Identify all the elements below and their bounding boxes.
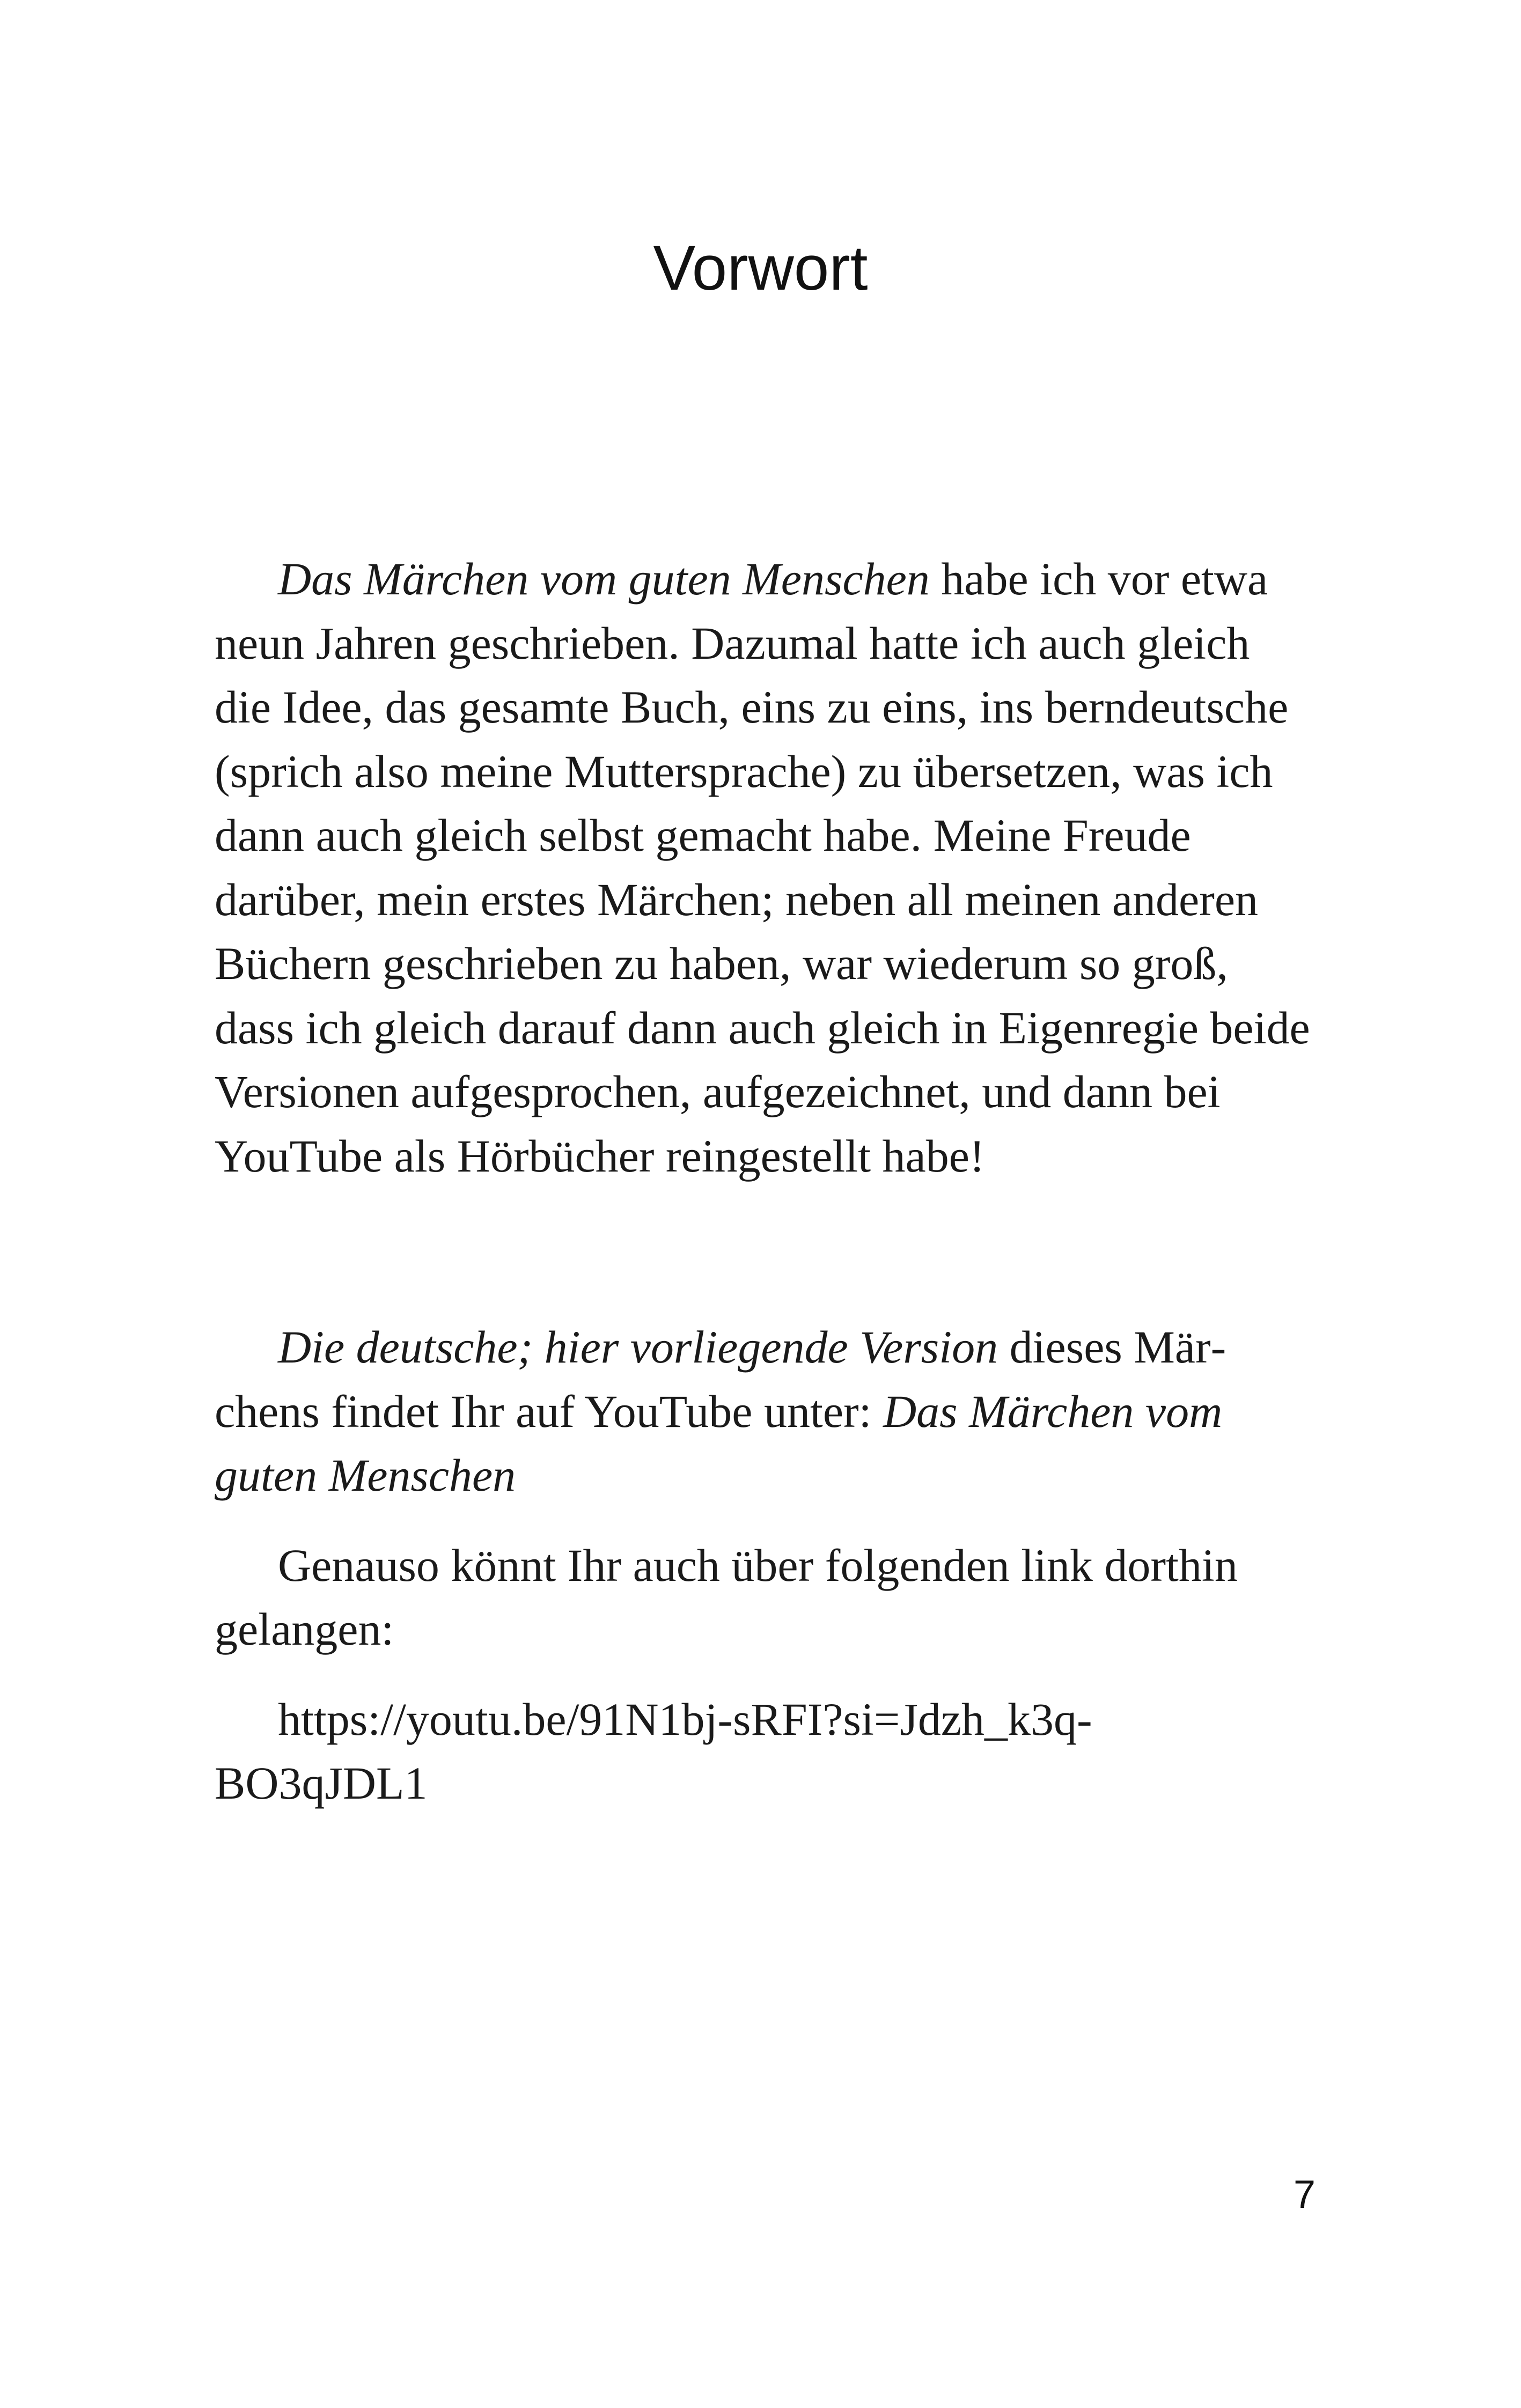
page-number: 7 [1293,2172,1316,2216]
paragraph-intro [215,547,1316,1188]
paragraph-link [215,1688,1316,1816]
paragraph-version [215,1315,1316,1508]
paragraph-version-text: dieses Märchens findet Ihr auf YouTube unter: [215,1321,1226,1437]
paragraph-intro-text: habe ich vor etwa neun Jahren geschrieben. Dazumal hatte ich auch gleich die Idee, das gesamte Buch, eins zu eins, ins berndeutsche (sprich also meine Muttersprache) zu übersetzen, was ich dann auch gleich selbst gemacht habe. Meine Freude darüber, mein erstes Märchen; neben all meinen anderen Büchern geschrieben zu haben, war wiederum so groß, dass ich gleich darauf dann auch gleich in Eigenregie beide Versionen aufgesprochen, aufgezeichnet, und dann bei YouTube als Hörbücher reingestellt habe! [215,553,1310,1182]
book-title-italic: Das Märchen vom guten Menschen [278,553,930,605]
chapter-title: Vorwort [653,233,868,304]
youtube-title-italic: Das Märchen vom guten Menschen [215,1385,1223,1501]
paragraph-link-intro: Genauso könnt Ihr auch über folgenden link dorthin gelangen: [215,1539,1238,1655]
youtube-link-line-1[interactable]: https://youtu.be/91N1bj-sRFI?si=Jdzh_k3q- [278,1693,1092,1745]
text-block-youtube [215,1315,1316,1816]
text-block-intro [215,547,1316,1188]
version-italic: Die deutsche; hier vorliegende Version [278,1321,998,1373]
youtube-link-line-2[interactable]: BO3qJDL1 [215,1757,428,1809]
